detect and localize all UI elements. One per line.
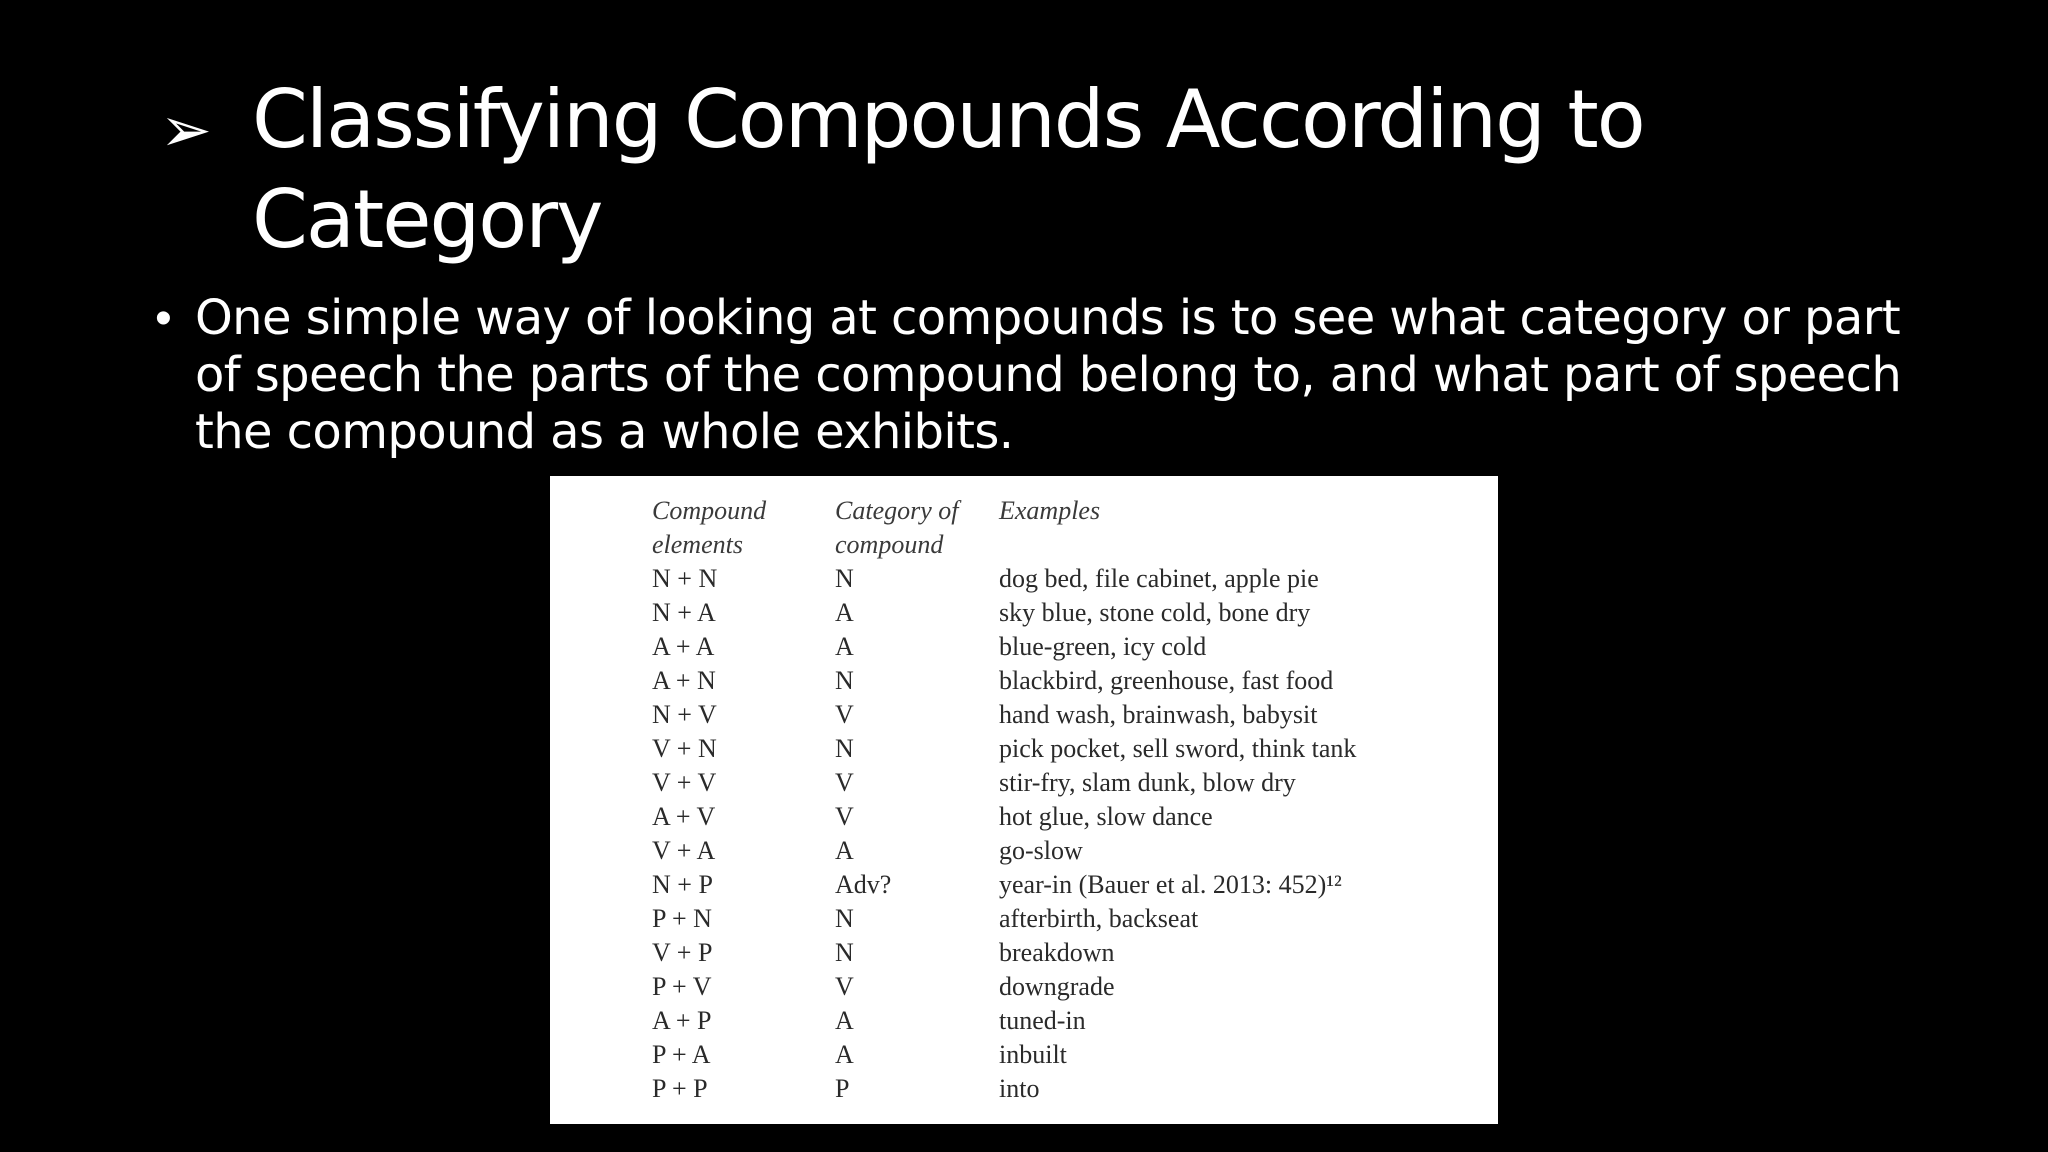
row-compound-elements: V + N xyxy=(652,734,717,763)
row-compound-elements: V + A xyxy=(652,836,716,865)
row-compound-elements: P + A xyxy=(652,1040,711,1069)
compound-table-image xyxy=(550,476,1498,1124)
row-compound-elements: V + P xyxy=(652,938,713,967)
header-category-of-compound: Category of compound xyxy=(835,496,959,559)
row-examples: stir-fry, slam dunk, blow dry xyxy=(999,768,1296,797)
row-category: N xyxy=(835,938,854,967)
row-category: V xyxy=(835,768,854,797)
row-examples: go-slow xyxy=(999,836,1083,865)
row-compound-elements: N + N xyxy=(652,564,718,593)
slide-body-text: One simple way of looking at compounds is to see what category or part of speech the parts of the compound belong to, and what part of speech the compound as a whole exhibits. xyxy=(195,290,1902,460)
row-category: N xyxy=(835,666,854,695)
row-examples: dog bed, file cabinet, apple pie xyxy=(999,564,1319,593)
row-examples: blackbird, greenhouse, fast food xyxy=(999,666,1334,695)
row-compound-elements: V + V xyxy=(652,768,717,797)
header-examples: Examples xyxy=(999,496,1101,525)
header-compound-elements: Compound elements xyxy=(652,496,767,559)
row-examples: into xyxy=(999,1074,1040,1103)
row-compound-elements: A + V xyxy=(652,802,716,831)
bullet-dot-icon: • xyxy=(155,292,172,345)
row-compound-elements: N + A xyxy=(652,598,716,627)
row-examples: year-in (Bauer et al. 2013: 452)¹² xyxy=(999,870,1342,899)
row-category: A xyxy=(835,598,854,627)
row-examples: downgrade xyxy=(999,972,1115,1001)
row-category: A xyxy=(835,836,854,865)
row-compound-elements: P + P xyxy=(652,1074,708,1103)
row-compound-elements: A + P xyxy=(652,1006,712,1035)
row-examples: hand wash, brainwash, babysit xyxy=(999,700,1318,729)
row-examples: breakdown xyxy=(999,938,1115,967)
row-category: V xyxy=(835,700,854,729)
row-category: Adv? xyxy=(835,870,892,899)
row-examples: blue-green, icy cold xyxy=(999,632,1207,661)
row-category: A xyxy=(835,1040,854,1069)
row-category: V xyxy=(835,972,854,1001)
row-examples: sky blue, stone cold, bone dry xyxy=(999,598,1311,627)
row-category: P xyxy=(835,1074,850,1103)
row-compound-elements: N + V xyxy=(652,700,717,729)
row-category: A xyxy=(835,1006,854,1035)
row-examples: inbuilt xyxy=(999,1040,1067,1069)
row-category: V xyxy=(835,802,854,831)
arrow-bullet-icon: ➢ xyxy=(160,93,212,166)
row-examples: tuned-in xyxy=(999,1006,1086,1035)
row-category: N xyxy=(835,734,854,763)
row-category: N xyxy=(835,904,854,933)
slide-title: Classifying Compounds According to Category xyxy=(252,73,1644,266)
row-compound-elements: P + N xyxy=(652,904,712,933)
row-examples: hot glue, slow dance xyxy=(999,802,1213,831)
row-compound-elements: A + N xyxy=(652,666,716,695)
row-examples: pick pocket, sell sword, think tank xyxy=(999,734,1357,763)
row-compound-elements: N + P xyxy=(652,870,713,899)
row-compound-elements: P + V xyxy=(652,972,712,1001)
row-compound-elements: A + A xyxy=(652,632,715,661)
row-category: A xyxy=(835,632,854,661)
row-category: N xyxy=(835,564,854,593)
row-examples: afterbirth, backseat xyxy=(999,904,1199,933)
